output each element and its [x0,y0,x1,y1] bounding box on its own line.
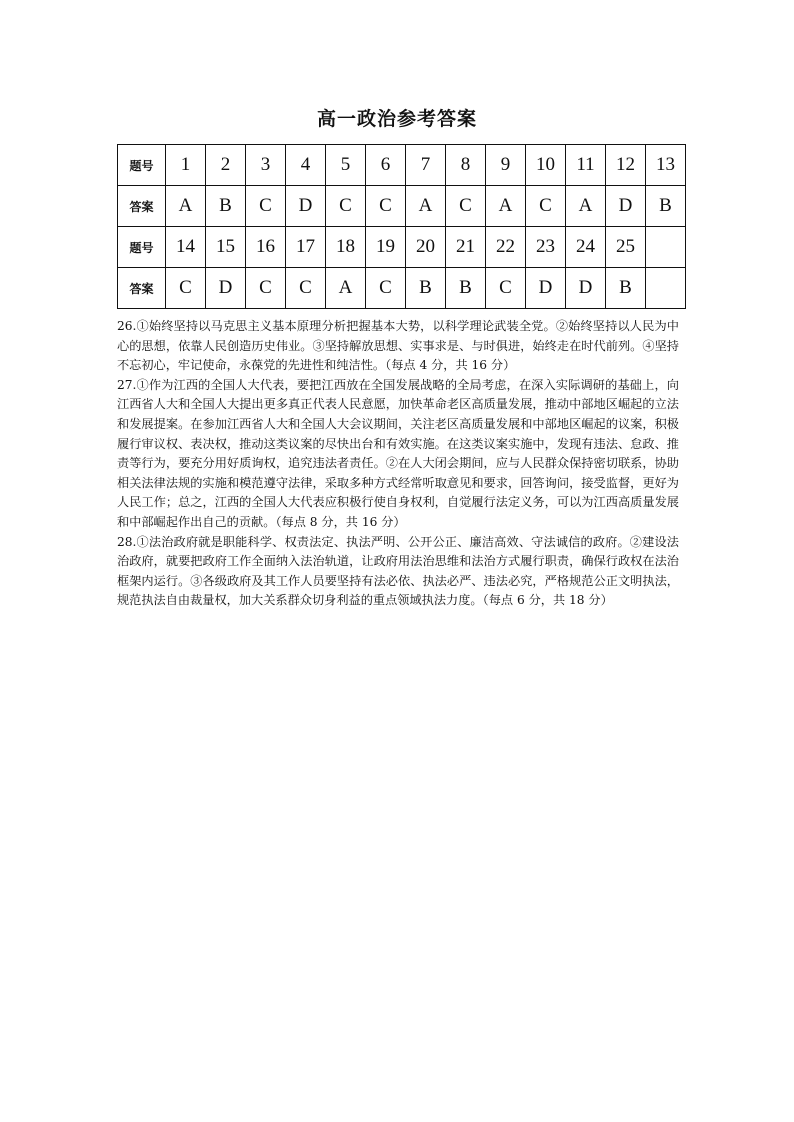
table-cell: 4 [286,145,326,186]
table-cell: 3 [246,145,286,186]
table-cell: C [526,186,566,227]
table-cell: C [286,268,326,309]
table-cell: 18 [326,227,366,268]
table-cell: 1 [166,145,206,186]
table-cell: A [326,268,366,309]
table-cell: 22 [486,227,526,268]
row-header: 题号 [118,227,166,268]
table-row [118,145,686,186]
table-cell: C [246,268,286,309]
answer-27: 27.①作为江西的全国人大代表，要把江西放在全国发展战略的全局考虑，在深入实际调研的基础上，向江西省人大和全国人大提出更多真正代表人民意愿，加快革命老区高质量发展，推动中部地区崛起的立法和发展提案。在参加江西省人大和全国人大会议期间，关注老区高质量发展和中部地区崛起的议案，积极履行审议权、表决权，推动这类议案的尽快出台和有效实施。在这类议案实施中，发现有违法、怠政、推责等行为，要充分用好质询权，追究违法者责任。②在人大闭会期间，应与人民群众保持密切联系，协助相关法律法规的实施和模范遵守法律，采取多种方式经常听取意见和要求，回答询问，接受监督，更好为人民工作；总之，江西的全国人大代表应积极行使自身权利，自觉履行法定义务，可以为江西高质量发展和中部崛起作出自己的贡献。（每点 8 分，共 16 分） [117,377,679,529]
table-cell: 20 [406,227,446,268]
table-cell: 7 [406,145,446,186]
table-cell: 24 [566,227,606,268]
row-header: 题号 [118,145,166,186]
table-cell: C [166,268,206,309]
table-cell: C [446,186,486,227]
table-cell: 13 [646,145,686,186]
answer-26: 26.①始终坚持以马克思主义基本原理分析把握基本大势，以科学理论武装全党。②始终坚持以人民为中心的思想，依靠人民创造历史伟业。③坚持解放思想、实事求是、与时俱进，始终走在时代前列。④坚持不忘初心，牢记使命，永葆党的先进性和纯洁性。（每点 4 分，共 16 分） [117,319,679,373]
table-cell: B [446,268,486,309]
table-cell: C [326,186,366,227]
table-cell: C [246,186,286,227]
table-cell: 25 [606,227,646,268]
table-cell: A [566,186,606,227]
table-cell: D [606,186,646,227]
table-cell: B [406,268,446,309]
table-cell [646,268,686,309]
table-cell: 2 [206,145,246,186]
table-cell: 21 [446,227,486,268]
table-row [118,186,686,227]
table-cell: 9 [486,145,526,186]
table-cell: C [486,268,526,309]
table-cell: A [406,186,446,227]
table-cell [646,227,686,268]
table-cell: 23 [526,227,566,268]
answer-explanations [117,317,679,611]
table-cell: C [366,186,406,227]
table-cell: 11 [566,145,606,186]
answer-28: 28.①法治政府就是职能科学、权责法定、执法严明、公开公正、廉洁高效、守法诚信的政府。②建设法治政府，就要把政府工作全面纳入法治轨道，让政府用法治思维和法治方式履行职责，确保行政权在法治框架内运行。③各级政府及其工作人员要坚持有法必依、执法必严、违法必究，严格规范公正文明执法，规范执法自由裁量权，加大关系群众切身利益的重点领域执法力度。（每点 6 分，共 18 分） [117,534,679,608]
table-row [118,268,686,309]
table-cell: 14 [166,227,206,268]
table-row [118,227,686,268]
table-cell: B [646,186,686,227]
table-cell: 5 [326,145,366,186]
table-cell: 8 [446,145,486,186]
table-cell: B [606,268,646,309]
row-header: 答案 [118,268,166,309]
table-cell: B [206,186,246,227]
table-cell: 17 [286,227,326,268]
table-cell: A [486,186,526,227]
table-cell: 15 [206,227,246,268]
answer-key-table [117,144,686,309]
table-cell: 6 [366,145,406,186]
table-cell: D [286,186,326,227]
table-cell: A [166,186,206,227]
table-cell: 10 [526,145,566,186]
page-title: 高一政治参考答案 [316,108,477,130]
table-cell: C [366,268,406,309]
table-cell: D [206,268,246,309]
table-cell: 19 [366,227,406,268]
table-cell: D [526,268,566,309]
row-header: 答案 [118,186,166,227]
table-cell: D [566,268,606,309]
table-cell: 16 [246,227,286,268]
table-cell: 12 [606,145,646,186]
